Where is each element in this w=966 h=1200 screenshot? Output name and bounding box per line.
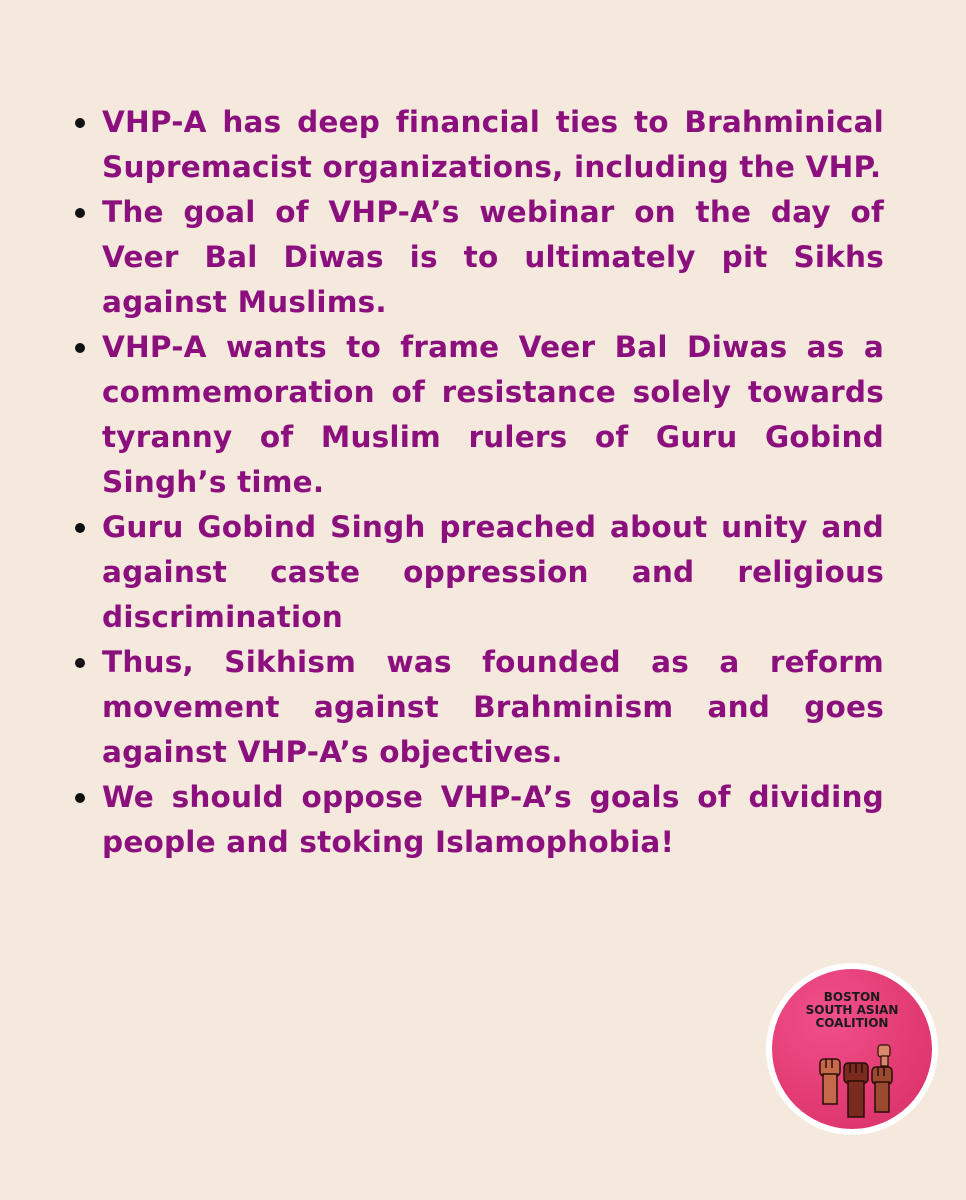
bullet-item: Guru Gobind Singh preached about unity and against caste oppression and religious discrimination	[72, 505, 884, 640]
raised-fists-icon	[812, 1041, 902, 1121]
bullet-list	[72, 100, 884, 865]
logo-line-2: SOUTH ASIAN	[805, 1003, 899, 1017]
bullet-item: VHP-A has deep financial ties to Brahminical Supremacist organizations, including the VHP.	[72, 100, 884, 190]
bullet-item: We should oppose VHP-A’s goals of dividing people and stoking Islamophobia!	[72, 775, 884, 865]
bullet-item: Thus, Sikhism was founded as a reform movement against Brahminism and goes against VHP-A’s objectives.	[72, 640, 884, 775]
logo-badge	[772, 969, 932, 1129]
logo-line-3: COALITION	[815, 1016, 889, 1030]
logo-line-1: BOSTON	[823, 990, 881, 1004]
bullet-item: VHP-A wants to frame Veer Bal Diwas as a commemoration of resistance solely towards tyranny of Muslim rulers of Guru Gobind Singh’s time.	[72, 325, 884, 505]
logo-text	[772, 991, 932, 1030]
coalition-logo	[766, 963, 938, 1135]
bullet-item: The goal of VHP-A’s webinar on the day of Veer Bal Diwas is to ultimately pit Sikhs against Muslims.	[72, 190, 884, 325]
